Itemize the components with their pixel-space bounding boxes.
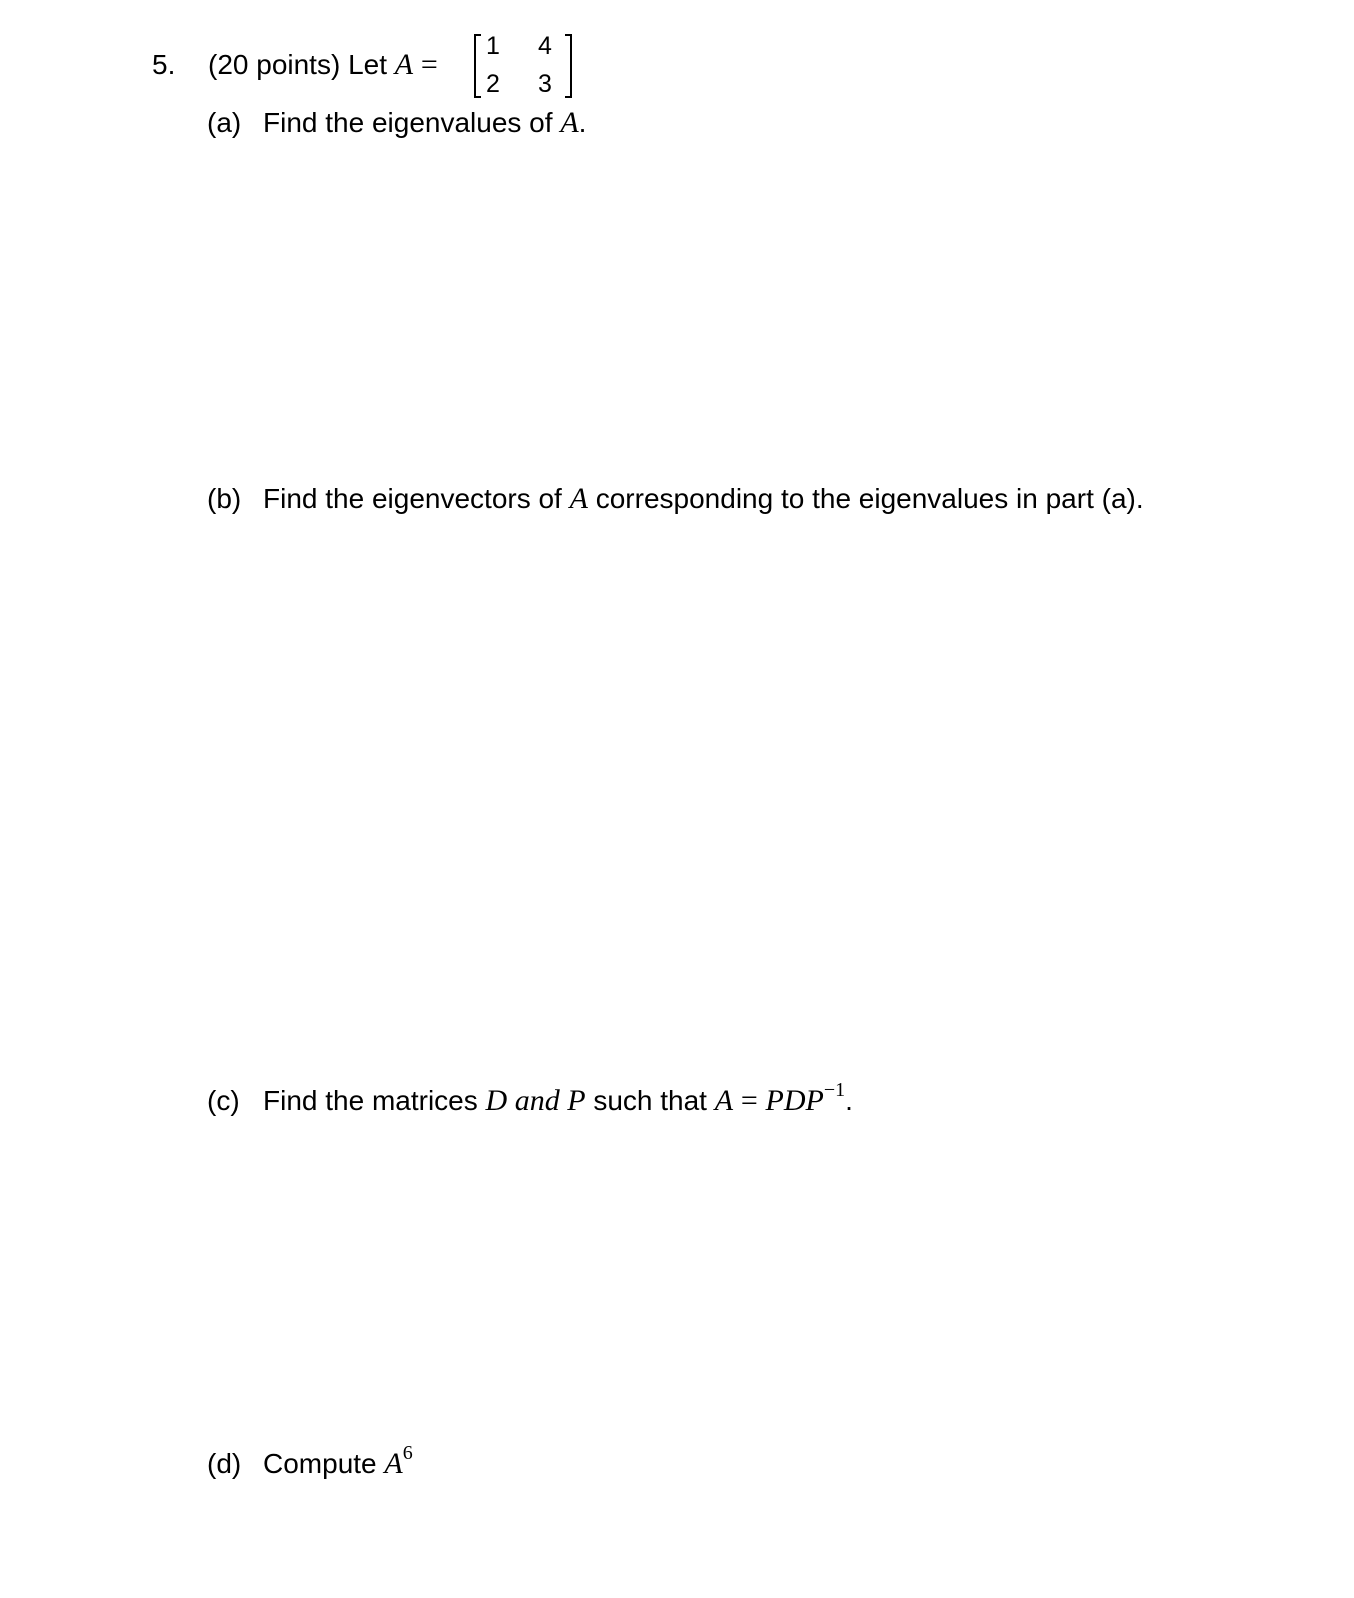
part-b-label: (b): [207, 483, 242, 514]
part-d-variable: A: [384, 1447, 403, 1480]
part-a-variable: A: [560, 106, 579, 139]
part-d-label: (d): [207, 1448, 242, 1479]
matrix-right-bracket: [565, 34, 572, 98]
matrix-cell: 1: [486, 32, 500, 60]
matrix-cell: 4: [538, 32, 552, 60]
part-c-equals: =: [740, 1084, 758, 1117]
matrix-left-bracket: [474, 34, 481, 98]
part-c-label: (c): [207, 1085, 240, 1116]
part-a: [207, 106, 586, 140]
part-b-text-after: corresponding to the eigenvalues in part (a).: [595, 483, 1144, 514]
matrix-a: [474, 32, 572, 102]
part-c-matrices: D and P: [485, 1084, 586, 1117]
matrix-cell: 2: [486, 70, 500, 98]
problem-number: 5.: [152, 49, 176, 80]
part-c-text-mid: such that: [593, 1085, 707, 1116]
part-a-period: .: [578, 107, 587, 138]
part-b: [207, 482, 1144, 516]
matrix-variable: A: [394, 48, 414, 81]
part-c: [207, 1078, 853, 1118]
part-d-text: Compute: [263, 1448, 377, 1479]
problem-points: (20 points) Let: [208, 49, 387, 80]
matrix-cell: 3: [538, 70, 552, 98]
part-c-text-before: Find the matrices: [263, 1085, 478, 1116]
problem-header: [152, 48, 438, 82]
part-c-variable: A: [714, 1084, 734, 1117]
part-a-text: Find the eigenvalues of: [263, 107, 553, 138]
part-b-text-before: Find the eigenvectors of: [263, 483, 562, 514]
part-c-pdp: PDP: [765, 1084, 824, 1117]
part-a-label: (a): [207, 107, 242, 138]
part-d-exponent: 6: [402, 1441, 413, 1464]
part-c-exponent: −1: [823, 1078, 846, 1101]
part-c-period: .: [845, 1085, 853, 1116]
part-d: [207, 1441, 413, 1481]
equals-sign: =: [420, 48, 438, 81]
part-b-variable: A: [569, 482, 588, 515]
